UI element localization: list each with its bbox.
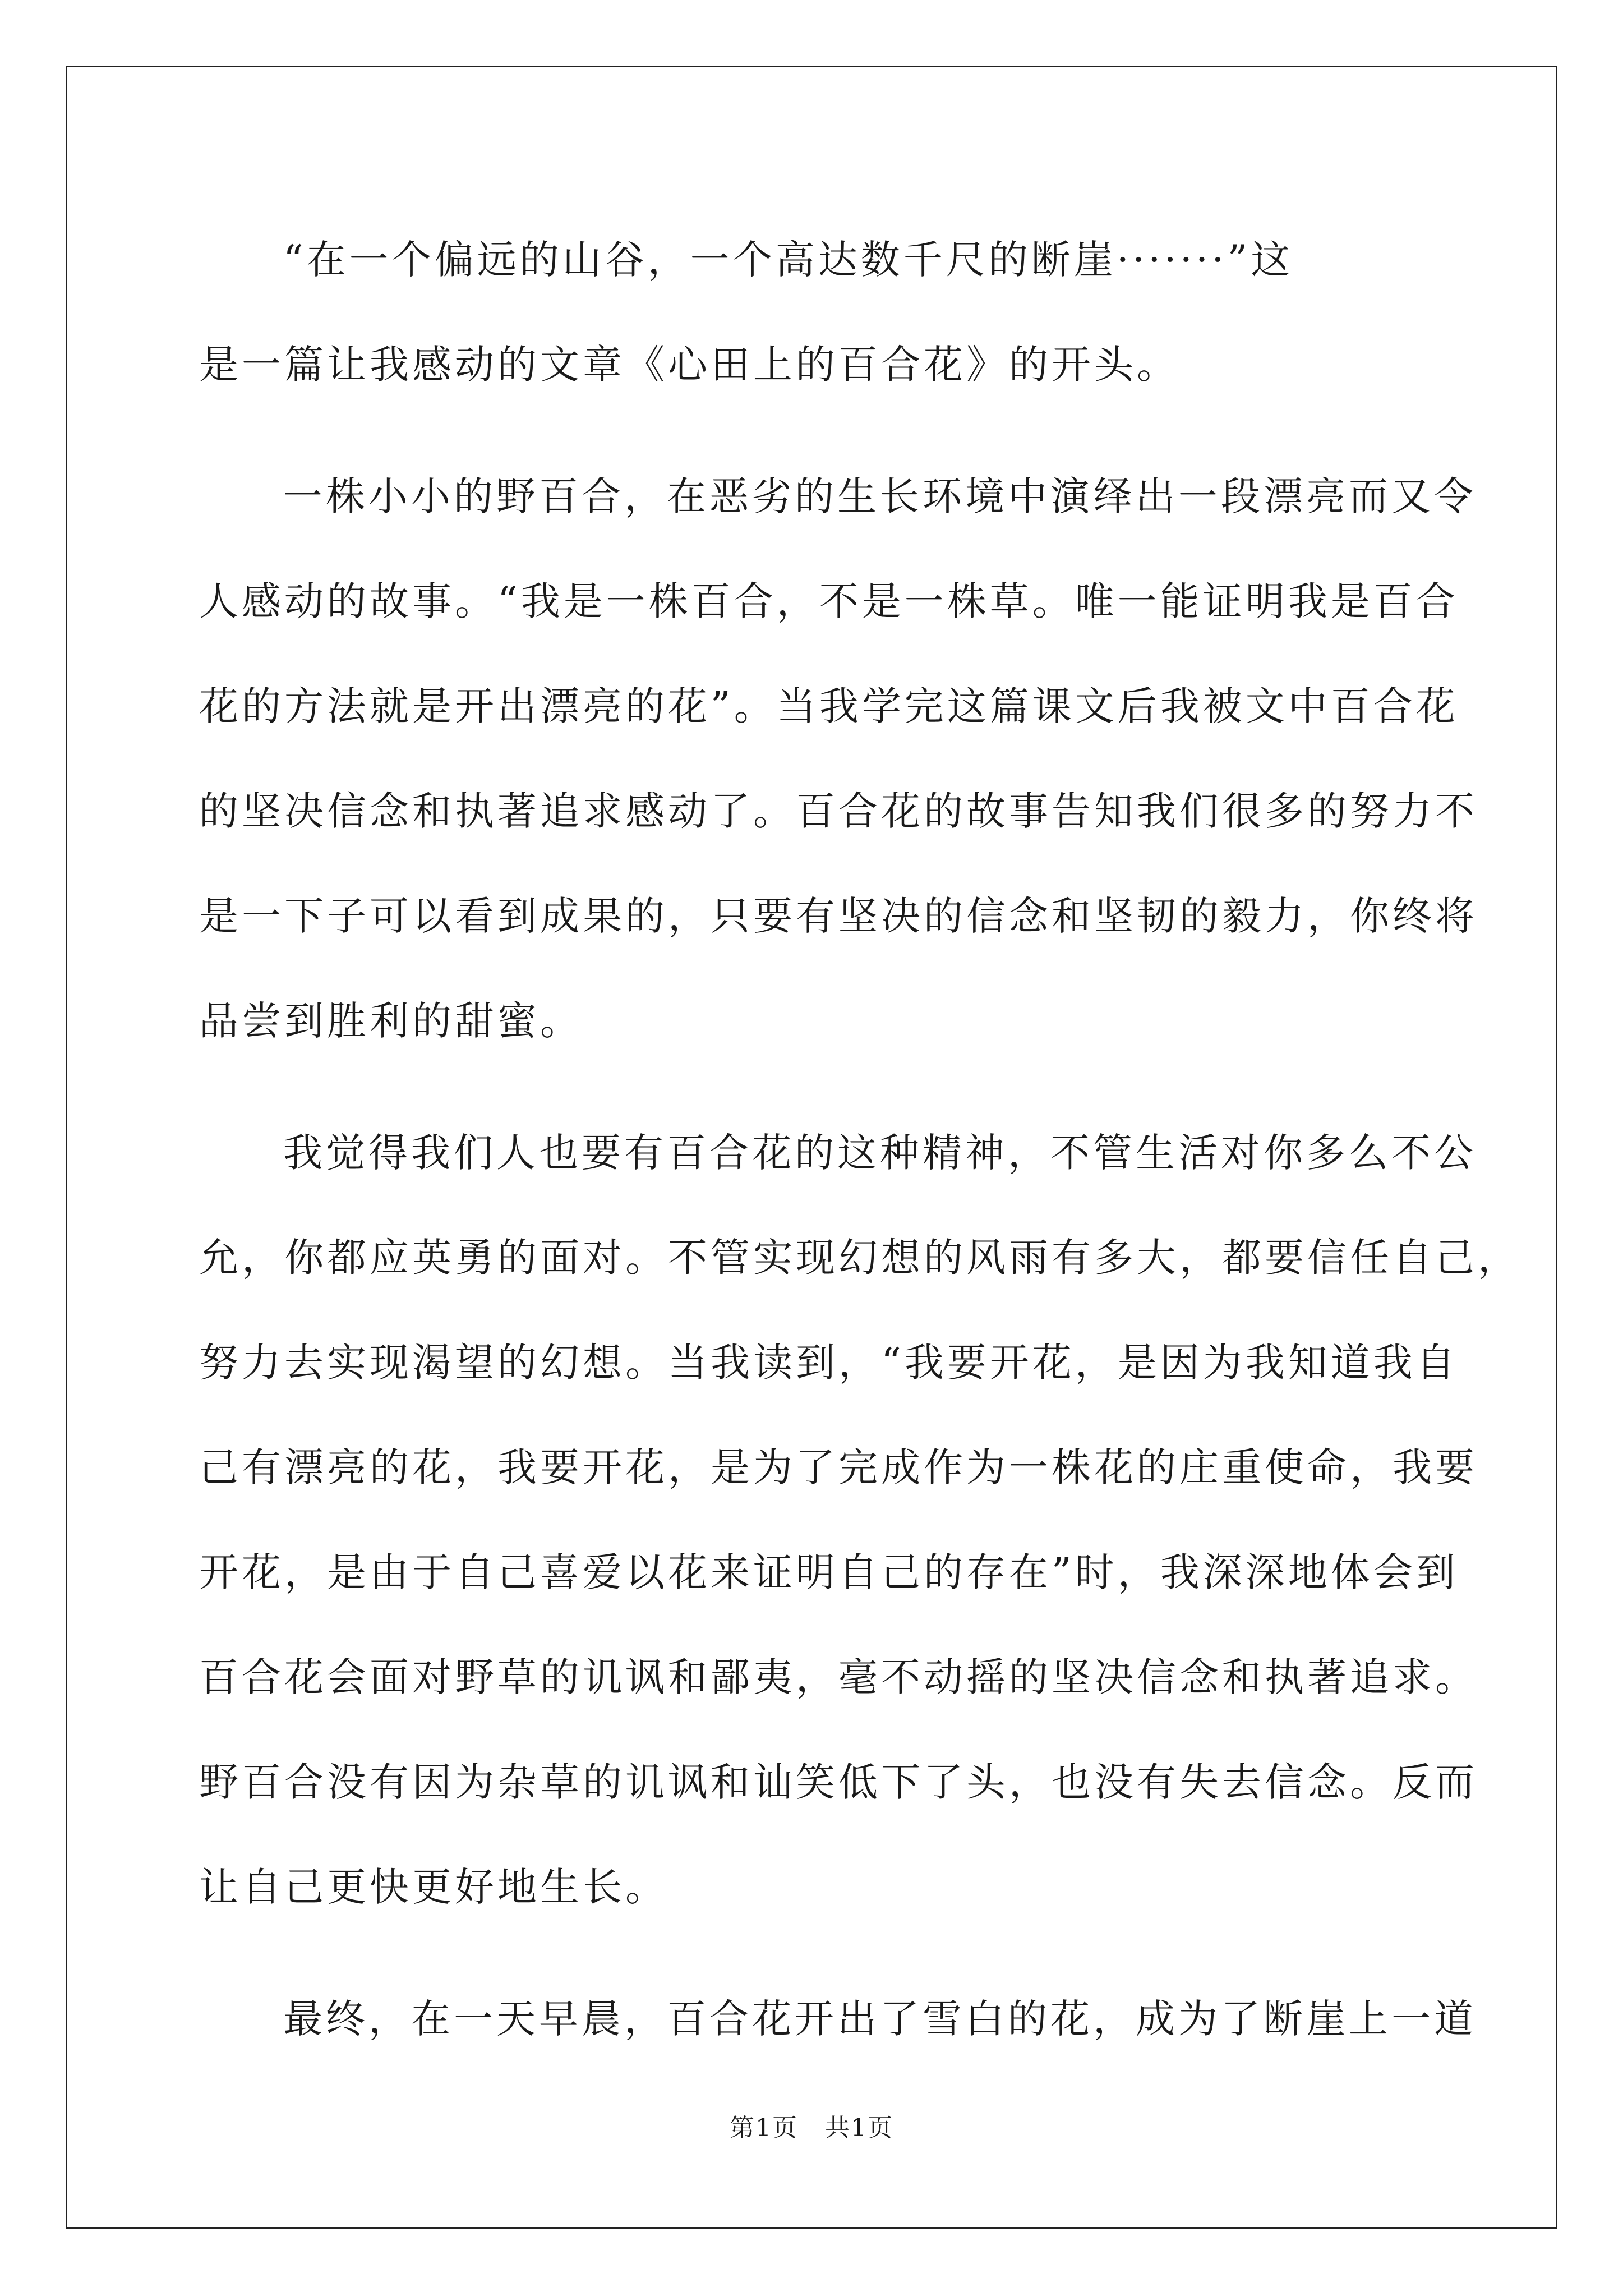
text-line: 让自己更快更好地生长。 — [199, 1864, 668, 1910]
text-line: 己有漂亮的花，我要开花，是为了完成作为一株花的庄重使命，我要 — [199, 1444, 1478, 1490]
page-number: 第1页 — [730, 2114, 799, 2142]
paragraph-2 — [199, 444, 1478, 1074]
text-line: 野百合没有因为杂草的讥讽和讪笑低下了头，也没有失去信念。反而 — [199, 1759, 1478, 1805]
page-footer — [0, 2108, 1623, 2143]
text-line: 百合花会面对野草的讥讽和鄙夷，毫不动摇的坚决信念和执著追求。 — [199, 1654, 1478, 1700]
text-line: 允，你都应英勇的面对。不管实现幻想的风雨有多大，都要信任自己， — [199, 1235, 1520, 1281]
text-line: 我觉得我们人也要有百合花的这种精神，不管生活对你多么不公 — [283, 1130, 1477, 1176]
document-body — [199, 208, 1520, 2099]
text-line: 开花，是由于自己喜爱以花来证明自己的存在”时，我深深地体会到 — [199, 1549, 1459, 1595]
text-line: 的坚决信念和执著追求感动了。百合花的故事告知我们很多的努力不 — [199, 788, 1478, 834]
text-line: 一株小小的野百合，在恶劣的生长环境中演绎出一段漂亮而又令 — [283, 473, 1477, 519]
text-line: 人感动的故事。“我是一株百合，不是一株草。唯一能证明我是百合 — [199, 578, 1459, 624]
paragraph-3 — [199, 1101, 1520, 1940]
text-line: 努力去实现渴望的幻想。当我读到，“我要开花，是因为我知道我自 — [199, 1340, 1459, 1386]
text-line: 最终，在一天早晨，百合花开出了雪白的花，成为了断崖上一道 — [283, 1996, 1477, 2042]
text-line: 品尝到胜利的甜蜜。 — [199, 998, 583, 1044]
text-line: 是一篇让我感动的文章《心田上的百合花》的开头。 — [199, 342, 1179, 388]
page-total: 共1页 — [824, 2114, 893, 2142]
paragraph-1 — [199, 208, 1433, 417]
text-line: 花的方法就是开出漂亮的花”。当我学完这篇课文后我被文中百合花 — [199, 683, 1459, 729]
text-line: “在一个偏远的山谷，一个高达数千尺的断崖·······”这 — [283, 237, 1294, 283]
text-line: 是一下子可以看到成果的，只要有坚决的信念和坚韧的毅力，你终将 — [199, 893, 1478, 939]
paragraph-4 — [199, 1967, 1477, 2072]
